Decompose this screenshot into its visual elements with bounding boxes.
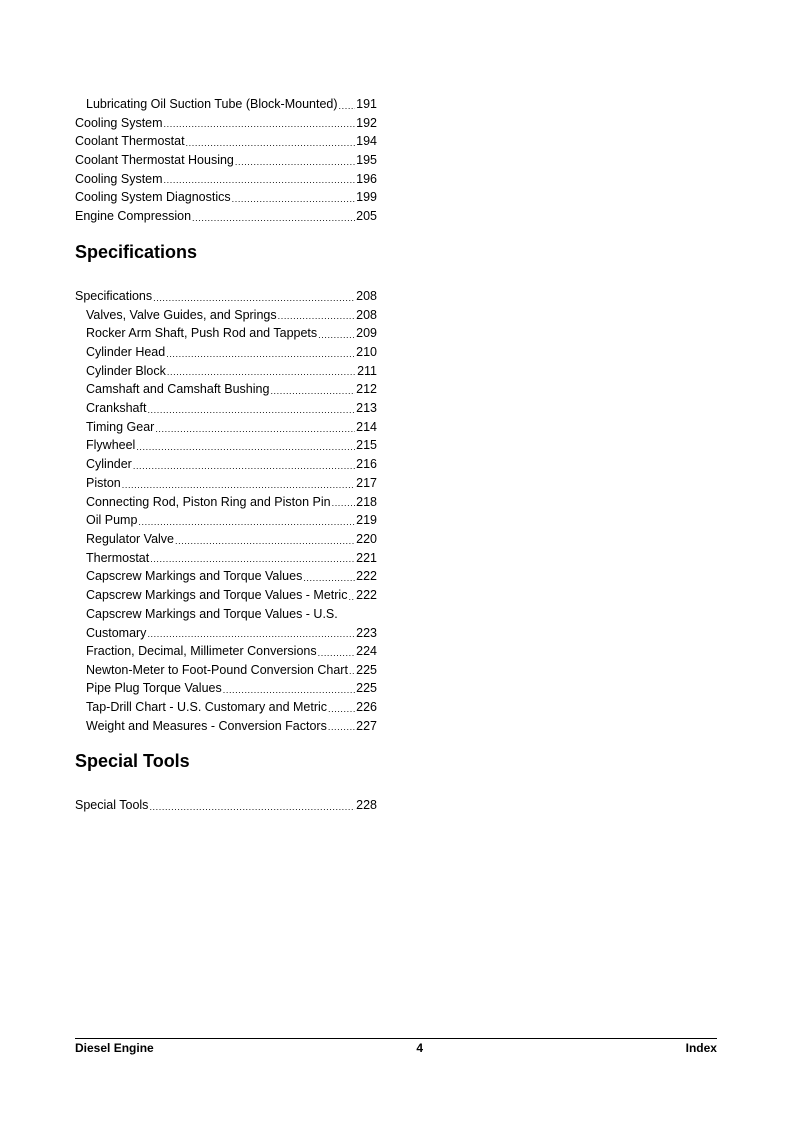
toc-entry-page: 227	[356, 718, 377, 733]
leader-dots	[232, 191, 356, 207]
leader-dots	[303, 570, 355, 586]
leader-dots	[223, 682, 355, 698]
toc-entry-page: 216	[356, 457, 377, 472]
toc-entry-page: 225	[356, 681, 377, 696]
page-footer	[75, 1041, 717, 1055]
leader-dots	[270, 383, 355, 399]
leader-dots	[235, 154, 355, 170]
toc-entry-wrapped[interactable]	[75, 605, 377, 642]
toc-entry-page: 211	[357, 363, 377, 378]
toc-entry[interactable]	[75, 380, 377, 399]
footer-section: Index	[685, 1041, 717, 1055]
footer-rule	[75, 1038, 717, 1039]
toc-entry-title: Connecting Rod, Piston Ring and Piston Pin	[86, 494, 331, 509]
leader-dots	[339, 98, 356, 114]
leader-dots	[147, 626, 355, 642]
footer-page-number: 4	[416, 1041, 424, 1055]
leader-dots	[150, 551, 355, 567]
toc-entry-title: Pipe Plug Torque Values	[86, 681, 222, 696]
toc-entry-title: Coolant Thermostat Housing	[75, 153, 234, 168]
toc-entry-title: Fraction, Decimal, Millimeter Conversions	[86, 643, 317, 658]
toc-entry-page: 218	[356, 494, 377, 509]
toc-entry-page: 223	[356, 625, 377, 640]
leader-dots	[149, 799, 355, 815]
toc-entry-page: 210	[356, 345, 377, 360]
leader-dots	[164, 172, 356, 188]
toc-entry[interactable]	[75, 698, 377, 717]
toc-entry-title: Engine Compression	[75, 209, 192, 224]
toc-entry[interactable]	[75, 717, 377, 736]
leader-dots	[349, 663, 355, 679]
leader-dots	[166, 346, 355, 362]
leader-dots	[192, 210, 355, 226]
toc-entry[interactable]	[75, 437, 377, 456]
toc-list-cooling	[75, 95, 377, 226]
toc-entry[interactable]	[75, 287, 377, 306]
toc-entry-page: 221	[356, 550, 377, 565]
toc-entry-page: 208	[356, 307, 377, 322]
toc-entry-page: 199	[356, 190, 377, 205]
toc-entry-title: Capscrew Markings and Torque Values - Metric	[86, 587, 348, 602]
leader-dots	[155, 421, 355, 437]
toc-entry-page: 228	[356, 797, 377, 812]
toc-entry-title: Cylinder	[86, 457, 132, 472]
toc-entry[interactable]	[75, 132, 377, 151]
toc-entry-page: 220	[356, 531, 377, 546]
toc-entry-page: 213	[356, 401, 377, 416]
toc-entry[interactable]	[75, 170, 377, 189]
toc-entry-title: Cylinder Block	[86, 363, 166, 378]
toc-entry-page: 205	[356, 209, 377, 224]
toc-entry-title: Weight and Measures - Conversion Factors	[86, 718, 327, 733]
leader-dots	[133, 458, 355, 474]
toc-entry[interactable]	[75, 324, 377, 343]
leader-dots	[332, 495, 356, 511]
toc-entry[interactable]	[75, 530, 377, 549]
leader-dots	[122, 477, 355, 493]
leader-dots	[328, 701, 355, 717]
toc-list-specifications	[75, 287, 377, 605]
toc-entry-page: 224	[356, 643, 377, 658]
toc-entry[interactable]	[75, 493, 377, 512]
toc-entry[interactable]	[75, 661, 377, 680]
toc-entry[interactable]	[75, 511, 377, 530]
leader-dots	[328, 719, 355, 735]
toc-entry[interactable]	[75, 679, 377, 698]
leader-dots	[278, 308, 356, 324]
toc-entry-title: Camshaft and Camshaft Bushing	[86, 382, 270, 397]
section-heading-special-tools: Special Tools	[75, 751, 190, 771]
toc-entry-page: 214	[356, 419, 377, 434]
toc-entry-title: Newton-Meter to Foot-Pound Conversion Chart	[86, 662, 348, 677]
toc-entry-title: Valves, Valve Guides, and Springs	[86, 307, 277, 322]
toc-entry[interactable]	[75, 399, 377, 418]
leader-dots	[186, 135, 356, 151]
toc-entry-title: Cooling System	[75, 115, 163, 130]
toc-entry[interactable]	[75, 455, 377, 474]
toc-entry-page: 194	[356, 134, 377, 149]
toc-entry-title-line1: Capscrew Markings and Torque Values - U.S.	[86, 607, 338, 621]
footer-manual-title: Diesel Engine	[75, 1041, 154, 1055]
toc-entry[interactable]	[75, 586, 377, 605]
toc-entry-page: 225	[356, 662, 377, 677]
leader-dots	[318, 327, 355, 343]
toc-entry-page: 209	[356, 326, 377, 341]
toc-entry-page: 195	[356, 153, 377, 168]
toc-entry-title: Thermostat	[86, 550, 150, 565]
toc-entry-title: Capscrew Markings and Torque Values	[86, 569, 303, 584]
toc-entry[interactable]	[75, 207, 377, 226]
toc-entry-page: 222	[356, 569, 377, 584]
toc-entry-title: Cylinder Head	[86, 345, 166, 360]
toc-entry[interactable]	[75, 151, 377, 170]
toc-entry-page: 208	[356, 288, 377, 303]
toc-entry-page: 226	[356, 700, 377, 715]
toc-entry-title: Tap-Drill Chart - U.S. Customary and Metric	[86, 700, 328, 715]
toc-entry-page: 191	[356, 96, 377, 111]
leader-dots	[147, 402, 355, 418]
toc-entry[interactable]	[75, 549, 377, 568]
leader-dots	[138, 514, 355, 530]
toc-entry-page: 215	[356, 438, 377, 453]
leader-dots	[318, 645, 356, 661]
leader-dots	[164, 116, 356, 132]
toc-entry-title: Coolant Thermostat	[75, 134, 185, 149]
toc-list-specifications-cont	[75, 642, 377, 735]
leader-dots	[348, 589, 355, 605]
toc-entry-page: 196	[356, 171, 377, 186]
toc-entry-page: 217	[356, 475, 377, 490]
leader-dots	[136, 439, 355, 455]
toc-entry-title-line2: Customary	[86, 625, 147, 640]
toc-entry-title: Specifications	[75, 288, 153, 303]
toc-list-special-tools	[75, 796, 377, 815]
toc-entry-title: Special Tools	[75, 797, 149, 812]
leader-dots	[153, 290, 355, 306]
toc-entry[interactable]	[75, 306, 377, 325]
toc-entry-title: Piston	[86, 475, 121, 490]
toc-entry-title: Rocker Arm Shaft, Push Rod and Tappets	[86, 326, 318, 341]
toc-entry-title: Flywheel	[86, 438, 136, 453]
toc-entry-page: 192	[356, 115, 377, 130]
toc-entry-title: Cooling System Diagnostics	[75, 190, 231, 205]
toc-entry-page: 212	[356, 382, 377, 397]
toc-entry[interactable]	[75, 114, 377, 133]
toc-entry[interactable]	[75, 796, 377, 815]
toc-entry-title: Regulator Valve	[86, 531, 175, 546]
toc-entry[interactable]	[75, 95, 377, 114]
toc-entry-page: 222	[356, 587, 377, 602]
toc-entry-title: Cooling System	[75, 171, 163, 186]
leader-dots	[175, 533, 355, 549]
toc-entry[interactable]	[75, 343, 377, 362]
toc-entry-title: Timing Gear	[86, 419, 155, 434]
toc-entry-title: Oil Pump	[86, 513, 138, 528]
toc-entry[interactable]	[75, 418, 377, 437]
toc-entry-title: Lubricating Oil Suction Tube (Block-Mounted)	[86, 96, 338, 111]
toc-entry-page: 219	[356, 513, 377, 528]
toc-entry[interactable]	[75, 567, 377, 586]
toc-entry-title: Crankshaft	[86, 401, 147, 416]
toc-entry[interactable]	[75, 188, 377, 207]
toc-entry[interactable]	[75, 642, 377, 661]
leader-dots	[167, 364, 356, 380]
section-heading-specifications: Specifications	[75, 242, 198, 262]
toc-entry[interactable]	[75, 362, 377, 381]
toc-entry[interactable]	[75, 474, 377, 493]
